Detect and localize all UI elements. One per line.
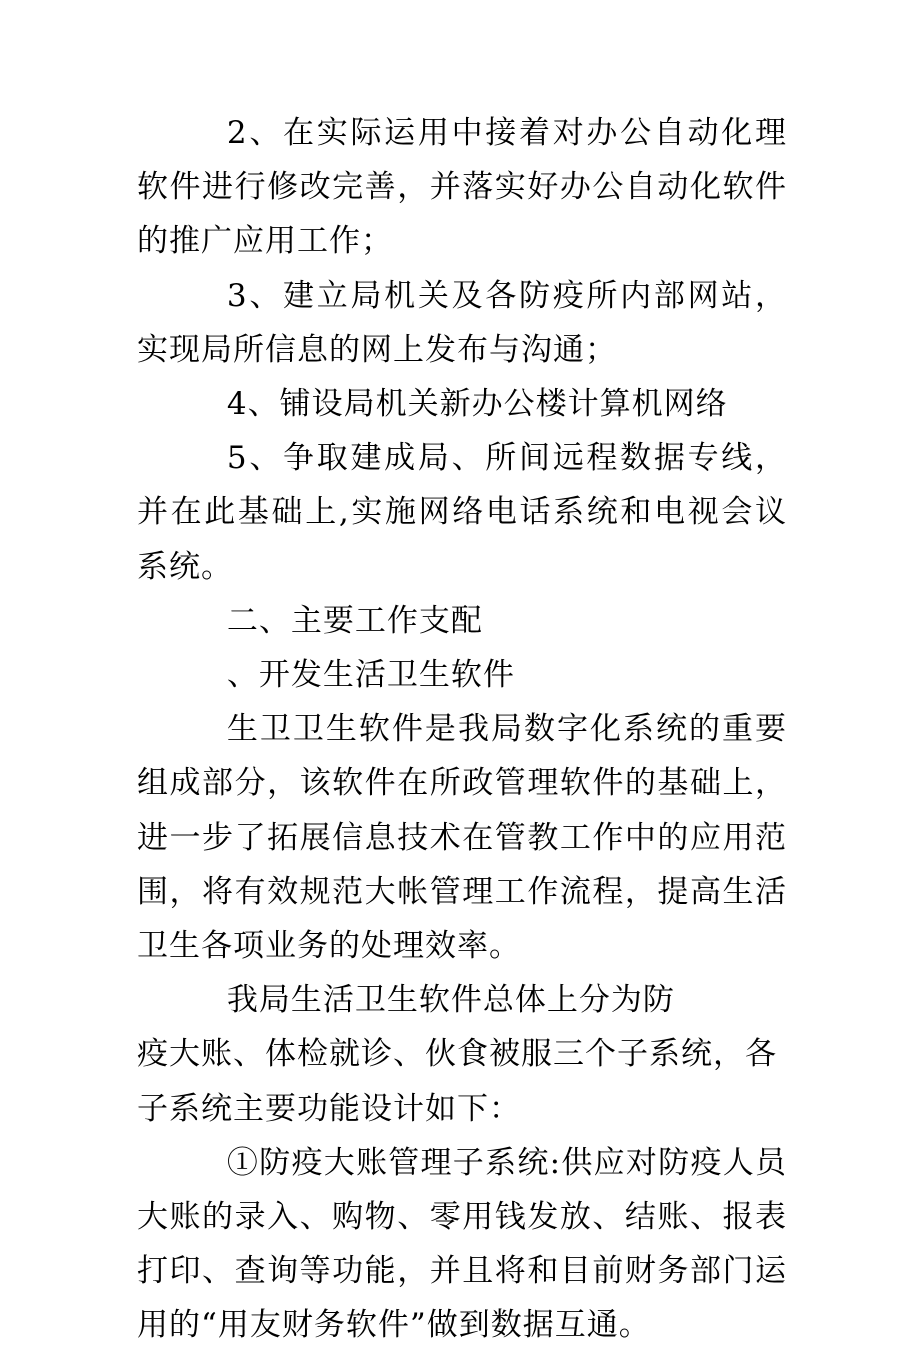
paragraph-software-overview: 生卫卫生软件是我局数字化系统的重要组成部分，该软件在所政管理软件的基础上，进一步了拓展信息技术在管教工作中的应用范围，将有效规范大帐管理工作流程，提高生活卫生各项业务的处理效率。 [137, 711, 787, 965]
section-heading: 二、主要工作支配 [226, 602, 483, 639]
paragraph-item-2: 2、在实际运用中接着对办公自动化理软件进行修改完善，并落实好办公自动化软件的推广应用工作； [137, 115, 787, 260]
subsection-heading: 、开发生活卫生软件 [226, 657, 515, 694]
paragraph-item-5: 5、争取建成局、所间远程数据专线，并在此基础上,实施网络电话系统和电视会议系统。 [137, 440, 787, 585]
paragraph-item-3: 3、建立局机关及各防疫所内部网站，实现局所信息的网上发布与沟通； [137, 277, 787, 368]
paragraph-item-4: 4、铺设局机关新办公楼计算机网络 [226, 386, 728, 423]
document-body [137, 106, 787, 1353]
paragraph-system-intro-continued: 疫大账、体检就诊、伙食被服三个子系统，各子系统主要功能设计如下： [137, 1036, 777, 1127]
paragraph-system-intro: 我局生活卫生软件总体上分为防 [226, 982, 675, 1019]
paragraph-subsystem-1: ①防疫大账管理子系统:供应对防疫人员大账的录入、购物、零用钱发放、结账、报表打印、查询等功能，并且将和目前财务部门运用的“用友财务软件”做到数据互通。 [137, 1144, 787, 1344]
